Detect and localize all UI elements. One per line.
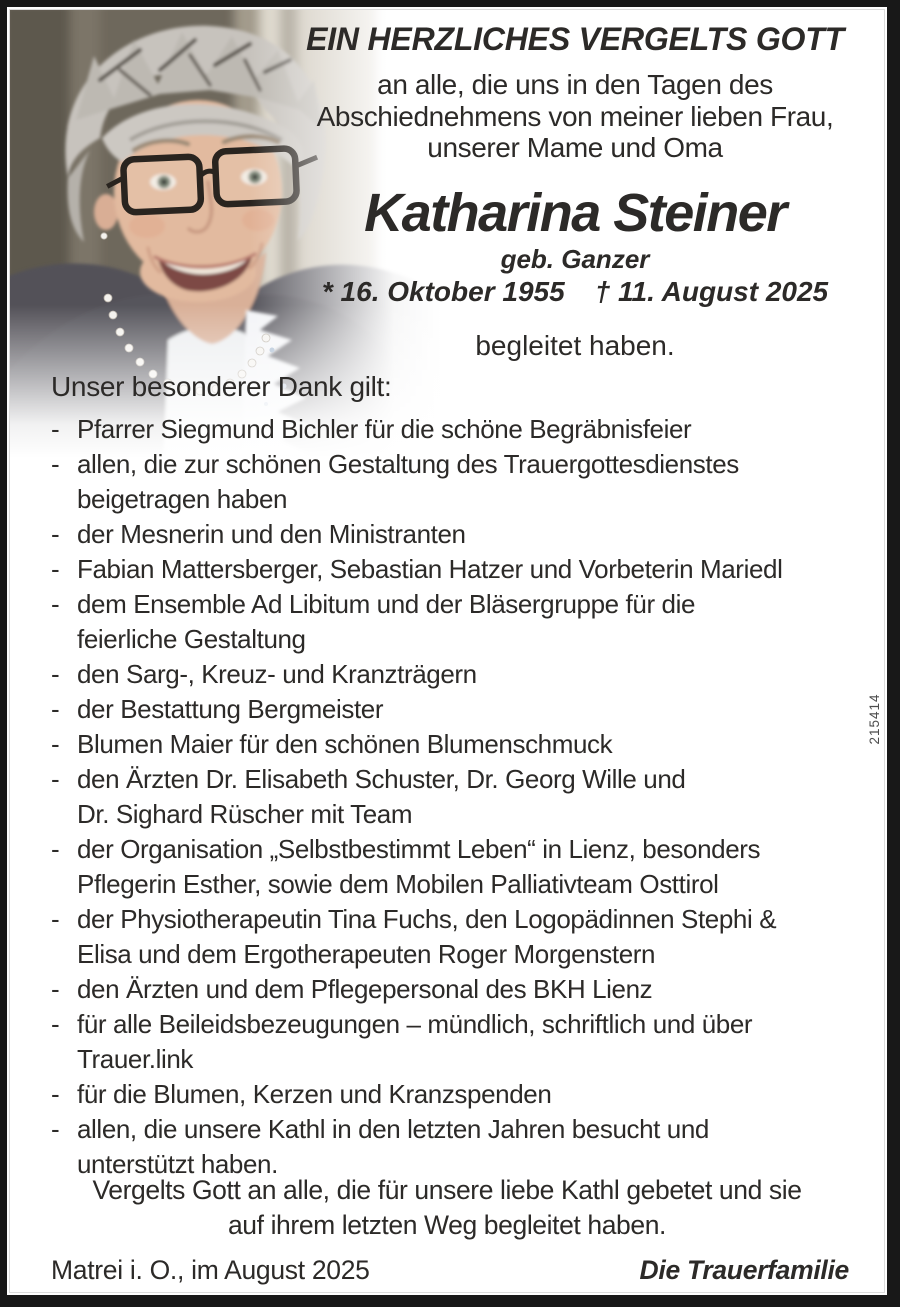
closing-paragraph [7,1173,887,1243]
thanks-item-text [77,762,685,832]
thanks-item-line: den Ärzten Dr. Elisabeth Schuster, Dr. Georg Wille und [77,764,686,794]
intro-text [295,69,855,164]
thanks-item-line: Fabian Mattersberger, Sebastian Hatzer und Vorbeterin Mariedl [77,554,783,584]
thanks-item-line: der Physiotherapeutin Tina Fuchs, den Logopädinnen Stephi & [77,904,777,934]
deceased-name: Katharina Steiner [364,182,786,243]
thanks-item [51,517,853,552]
dash-bullet: - [51,519,60,549]
thanks-section [51,370,853,1182]
dash-bullet: - [51,554,60,584]
footer [51,1254,849,1286]
intro-line: an alle, die uns in den Tagen des [377,69,773,100]
thanks-item-line: Blumen Maier für den schönen Blumenschmuck [77,729,613,759]
dash-bullet: - [51,694,60,724]
dash-bullet: - [51,974,60,1004]
thanks-item-line: Elisa und dem Ergotherapeuten Roger Morgenstern [77,939,656,969]
thanks-item-line: der Mesnerin und den Ministranten [77,519,466,549]
thanks-item [51,447,853,517]
thanks-item-line: den Sarg-, Kreuz- und Kranzträgern [77,659,477,689]
dash-bullet: - [51,589,60,619]
life-dates [295,276,855,308]
thanks-item-line: für alle Beileidsbezeugungen – mündlich, schriftlich und über [77,1009,753,1039]
thanks-item-text [77,727,612,762]
thanks-item-text [77,447,739,517]
dash-bullet: - [51,414,60,444]
serial-number: 215414 [867,693,882,745]
thanks-item [51,832,853,902]
thanks-item-line: der Organisation „Selbstbestimmt Leben“ in Lienz, besonders [77,834,761,864]
thanks-item-line: unterstützt haben. [77,1149,278,1179]
thanks-item-line: allen, die unsere Kathl in den letzten Jahren besucht und [77,1114,709,1144]
thanks-item-line: dem Ensemble Ad Libitum und der Bläsergruppe für die [77,589,696,619]
dash-bullet: - [51,1079,60,1109]
header-block [295,19,855,362]
thanks-item [51,587,853,657]
thanks-item-line: allen, die zur schönen Gestaltung des Trauergottesdienstes [77,449,739,479]
death-date: † 11. August 2025 [594,275,829,307]
thanks-item [51,1007,853,1077]
thanks-list [51,412,853,1182]
thanks-item [51,972,853,1007]
thanks-item [51,692,853,727]
thanks-item-text [77,412,691,447]
thanks-item-text [77,692,383,727]
thanks-item-text [77,1112,709,1182]
dash-bullet: - [51,834,60,864]
thanks-item [51,552,853,587]
thanks-item-text [77,1077,551,1112]
closing-line: auf ihrem letzten Weg begleitet haben. [227,1210,667,1240]
intro-continuation: begleitet haben. [475,329,675,361]
thanks-item [51,657,853,692]
thanks-item-line: den Ärzten und dem Pflegepersonal des BKH Lienz [77,974,653,1004]
dash-bullet: - [51,729,60,759]
thanks-item [51,1077,853,1112]
thanks-item [51,762,853,832]
dash-bullet: - [51,904,60,934]
page-title: EIN HERZLICHES VERGELTS GOTT [306,21,844,57]
place-date: Matrei i. O., im August 2025 [51,1255,370,1285]
thanks-item-text [77,517,466,552]
birth-date: * 16. Oktober 1955 [321,275,565,307]
thanks-item [51,727,853,762]
thanks-item-line: Trauer.link [77,1044,194,1074]
thanks-item [51,1112,853,1182]
thanks-item-line: der Bestattung Bergmeister [77,694,384,724]
thanks-item [51,902,853,972]
thanks-heading: Unser besonderer Dank gilt: [51,371,392,402]
thanks-item-line: feierliche Gestaltung [77,624,306,654]
intro-line: Abschiednehmens von meiner lieben Frau, [316,100,834,132]
thanks-item-line: beigetragen haben [77,484,288,514]
intro-line: unserer Mame und Oma [427,132,723,163]
maiden-name: geb. Ganzer [500,243,650,274]
thanks-item-line: Dr. Sighard Rüscher mit Team [77,799,413,829]
thanks-item-text [77,972,652,1007]
thanks-item-line: für die Blumen, Kerzen und Kranzspenden [77,1079,552,1109]
closing-line: Vergelts Gott an alle, die für unsere liebe Kathl gebetet und sie [92,1175,802,1205]
family-signature: Die Trauerfamilie [639,1255,849,1285]
dash-bullet: - [51,449,60,479]
card-paper [7,7,887,1295]
thanks-item-text [77,832,760,902]
thanks-item-text [77,552,782,587]
thanks-item-text [77,1007,752,1077]
dash-bullet: - [51,1114,60,1144]
thanks-item-text [77,902,776,972]
thanks-item-text [77,587,695,657]
dash-bullet: - [51,764,60,794]
thanks-item [51,412,853,447]
dash-bullet: - [51,659,60,689]
dash-bullet: - [51,1009,60,1039]
thanks-item-line: Pfarrer Siegmund Bichler für die schöne Begräbnisfeier [77,414,692,444]
thanks-item-line: Pflegerin Esther, sowie dem Mobilen Palliativteam Osttirol [77,869,719,899]
thanks-item-text [77,657,477,692]
